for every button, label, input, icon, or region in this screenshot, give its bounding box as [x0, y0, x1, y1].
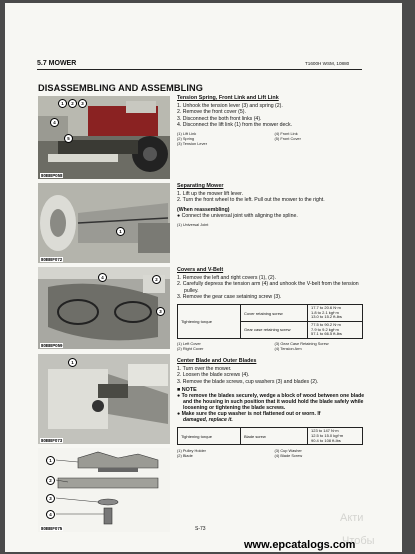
callout-2: 2 [46, 476, 55, 485]
step: 2. Remove the front cover (5). [177, 109, 246, 116]
steps-list [177, 191, 372, 204]
torque-item: Cover retaining screw [241, 305, 308, 322]
legend-item: (1) Left Cover [177, 340, 201, 346]
figure-tractor-photo [38, 96, 170, 179]
legend-item: (4) Blade Screw [274, 453, 303, 459]
page-title: DISASSEMBLING AND ASSEMBLING [38, 83, 203, 93]
legend-item: (2) Spring [177, 136, 195, 142]
reassembly-heading: (When reassembling) [177, 206, 230, 213]
callout-4: 4 [98, 273, 107, 282]
callout-1: 1 [46, 456, 55, 465]
step: 3. Remove the gear case setaining screw (3). [177, 293, 282, 300]
legend-item: (4) Tension Arm [274, 345, 302, 351]
website-link[interactable]: www.epcatalogs.com [244, 539, 356, 551]
legend-item: (2) Blade [177, 453, 193, 459]
figure-covers-vbelt [38, 267, 170, 349]
torque-label: Tightening torque [178, 428, 241, 445]
torque-item: Blade screw [241, 428, 308, 445]
model-header: T1600H WSM, 10880 [305, 61, 350, 66]
step: 1. Lift up the mower lift lever. [177, 191, 244, 197]
section-title: Covers and V-Belt [177, 267, 224, 273]
steps-list [177, 366, 372, 385]
section-covers-vbelt [177, 267, 372, 351]
callout-2: 2 [68, 99, 77, 108]
legend-item: (1) Universal Joint [177, 221, 209, 227]
step: 2. Turn the front wheel to the left. Pull out the mower to the right. [177, 197, 325, 204]
legend-item: (3) Tension Lever [177, 141, 207, 147]
page-number: S-73 [195, 526, 206, 532]
step: 1. Unhook the tension lever (3) and spring (2). [177, 103, 283, 109]
figure-separating-mower [38, 183, 170, 263]
parts-legend [177, 222, 372, 227]
parts-legend [177, 341, 372, 351]
section-title: Center Blade and Outer Blades [177, 358, 257, 364]
callout-1: 1 [116, 227, 125, 236]
callout-3: 3 [46, 494, 55, 503]
legend-item: (1) Pulley Holder [177, 448, 206, 454]
step: 1. Turn over the mower. [177, 366, 232, 372]
section-header: 5.7 MOWER [37, 60, 77, 67]
note-heading: ■ NOTE [177, 386, 197, 393]
parts-legend [177, 448, 372, 458]
figure-code: 80BBP058 [41, 173, 63, 178]
legend-item: (4) Front Link [274, 131, 298, 137]
figure-blade-removal [38, 354, 170, 444]
separating-mower-image [38, 183, 170, 263]
torque-value: 123 to 147 N·m 12.5 to 15.0 kgf·m 90.4 to 108 ft-lbs [308, 428, 363, 445]
note-item: ● To remove the blades securely, wedge a block of wood between one blade and the housing in such position that it would hold the blade safely while loosening or tightening the blade screws. [177, 392, 365, 412]
steps-list [177, 103, 372, 128]
section-title: Tension Spring, Front Link and Lift Link [177, 95, 279, 101]
legend-item: (1) Lift Link [177, 131, 197, 137]
step: 2. Loosen the blade screws (4). [177, 372, 250, 379]
legend-item: (5) Front Cover [274, 136, 301, 142]
step: 1. Remove the left and right covers (1), (2). [177, 275, 276, 281]
section-separating-mower [177, 183, 372, 227]
callout-4: 4 [46, 510, 55, 519]
torque-item: Gear case retaining screw [241, 321, 308, 338]
callout-5: 5 [64, 134, 73, 143]
torque-table [177, 427, 363, 445]
figure-code: 80BBF073 [41, 438, 63, 443]
steps-list [177, 275, 372, 300]
legend-item: (3) Gear Case Retaining Screw [274, 340, 329, 346]
watermark-line-1: Акти [340, 512, 364, 524]
callout-2: 2 [152, 275, 161, 284]
step: 4. Disconnect the lift link (1) from the mower deck. [177, 121, 293, 128]
legend-item: (3) Cup Washer [274, 448, 302, 454]
callout-4: 4 [50, 118, 59, 127]
figure-code: 80BBF075 [41, 526, 63, 531]
step: 2. Carefully depress the tension arm (4) and unhook the V-belt from the tension pulley. [177, 281, 359, 294]
section-blades [177, 358, 372, 458]
callout-3: 3 [78, 99, 87, 108]
note-continuation: damaged, replace it. [183, 417, 233, 424]
legend-item: (2) Right Cover [177, 345, 204, 351]
watermark-line-2: Чтобы [342, 535, 375, 547]
callout-1: 1 [68, 358, 77, 367]
header-rule [37, 69, 362, 70]
figure-blade-parts [38, 448, 170, 532]
blade-parts-drawing [38, 448, 170, 532]
torque-value: 77.5 to 90.2 N·m 7.9 to 9.2 kgf·m 57.1 to 66.5 ft-lbs [308, 321, 363, 338]
callout-1: 1 [58, 99, 67, 108]
torque-label: Tightening torque [178, 305, 241, 339]
blade-removal-image [38, 354, 170, 444]
torque-table [177, 304, 363, 339]
section-tension-spring [177, 95, 372, 146]
callout-3: 3 [156, 307, 165, 316]
tractor-photo-image [38, 96, 170, 179]
manual-page [5, 3, 402, 552]
step: 3. Remove the blade screws, cup washers (3) and blades (2). [177, 378, 319, 385]
note-item: ● Make sure the cup washer is not flattened out or worn. If [177, 411, 321, 418]
figure-code: 80BBF072 [41, 257, 63, 262]
step: 3. Disconnect the both front links (4). [177, 115, 262, 122]
parts-legend [177, 131, 372, 146]
torque-value: 17.7 to 20.6 N·m 1.8 to 2.1 kgf·m 13.0 to 15.2 ft-lbs [308, 305, 363, 322]
reassembly-note: ● Connect the universal joint with aligning the spline. [177, 212, 298, 219]
section-title: Separating Mower [177, 183, 224, 189]
figure-code: 80BBP059 [41, 343, 63, 348]
